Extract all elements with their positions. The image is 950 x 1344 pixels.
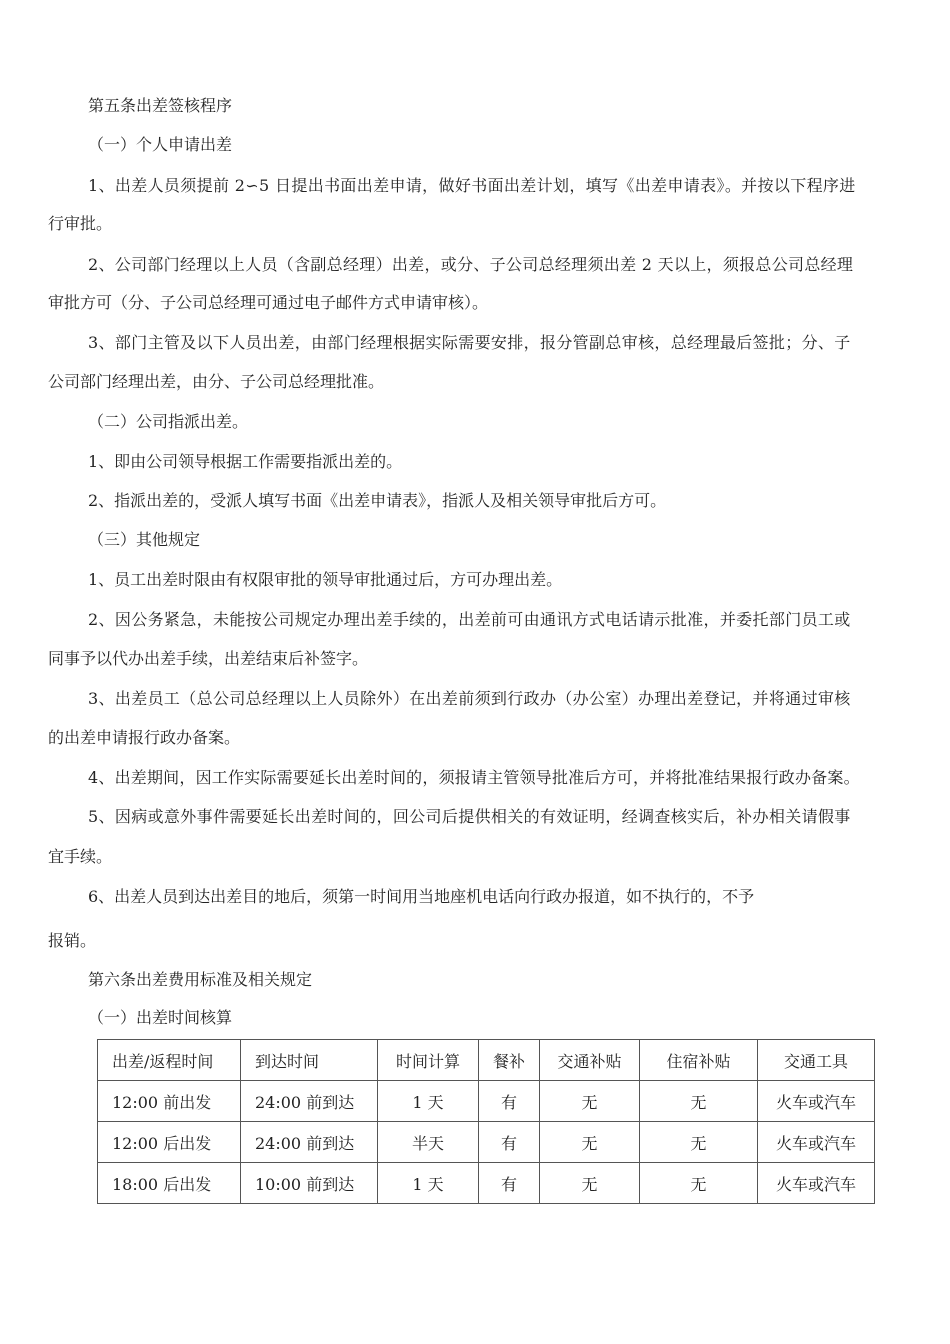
table-row xyxy=(98,1163,875,1204)
table-cell: 10:00 前到达 xyxy=(241,1163,378,1204)
table-cell: 1 天 xyxy=(378,1081,479,1122)
header-cell: 交通工具 xyxy=(758,1040,875,1081)
table-cell: 无 xyxy=(640,1122,758,1163)
table-cell: 无 xyxy=(540,1163,640,1204)
paragraph-2-line-2: 审批方可（分、子公司总经理可通过电子邮件方式申请审核）。 xyxy=(48,293,489,312)
section-3-item-3-line-1: 3、出差员工（总公司总经理以上人员除外）在出差前须到行政办（办公室）办理出差登记，并将通过审核 xyxy=(88,689,851,708)
section-3-heading: （三）其他规定 xyxy=(88,530,201,549)
table-cell: 火车或汽车 xyxy=(758,1163,875,1204)
section-1-heading: （一）个人申请出差 xyxy=(88,135,233,154)
table-cell: 半天 xyxy=(378,1122,479,1163)
paragraph-1-line-1: 1、出差人员须提前 2∽5 日提出书面出差申请，做好书面出差计划，填写《出差申请表》。并按以下程序进 xyxy=(88,176,856,195)
section-3-item-3-line-2: 的出差申请报行政办备案。 xyxy=(48,728,241,747)
table-cell: 无 xyxy=(540,1122,640,1163)
section-2-heading: （二）公司指派出差。 xyxy=(88,412,249,431)
table-cell: 1 天 xyxy=(378,1163,479,1204)
table-cell: 24:00 前到达 xyxy=(241,1122,378,1163)
section-3-item-6-line-1: 6、出差人员到达出差目的地后，须第一时间用当地座机电话向行政办报道，如不执行的，不予 xyxy=(88,887,755,906)
header-cell: 时间计算 xyxy=(378,1040,479,1081)
section-3-item-1: 1、员工出差时限由有权限审批的领导审批通过后，方可办理出差。 xyxy=(88,570,563,589)
section-2-item-1: 1、即由公司领导根据工作需要指派出差的。 xyxy=(88,452,403,471)
section-3-item-5-line-1: 5、因病或意外事件需要延长出差时间的，回公司后提供相关的有效证明，经调查核实后，补办相关请假事 xyxy=(88,807,851,826)
table-header-row xyxy=(98,1040,875,1081)
table-cell: 有 xyxy=(479,1081,540,1122)
table-cell: 12:00 前出发 xyxy=(98,1081,241,1122)
section-2-item-2: 2、指派出差的，受派人填写书面《出差申请表》，指派人及相关领导审批后方可。 xyxy=(88,491,667,510)
section-3-item-5-line-2: 宜手续。 xyxy=(48,847,113,866)
table-cell: 有 xyxy=(479,1122,540,1163)
table-cell: 24:00 前到达 xyxy=(241,1081,378,1122)
travel-time-table xyxy=(97,1039,875,1204)
table-cell: 无 xyxy=(640,1163,758,1204)
table-cell: 有 xyxy=(479,1163,540,1204)
header-cell: 餐补 xyxy=(479,1040,540,1081)
table-cell: 火车或汽车 xyxy=(758,1122,875,1163)
table-row xyxy=(98,1081,875,1122)
header-cell: 交通补贴 xyxy=(540,1040,640,1081)
section-3-item-6-line-2: 报销。 xyxy=(48,931,97,950)
table-cell: 18:00 后出发 xyxy=(98,1163,241,1204)
table-cell: 火车或汽车 xyxy=(758,1081,875,1122)
section-3-item-4: 4、出差期间，因工作实际需要延长出差时间的，须报请主管领导批准后方可，并将批准结果报行政办备案。 xyxy=(88,768,860,787)
header-cell: 住宿补贴 xyxy=(640,1040,758,1081)
table-cell: 12:00 后出发 xyxy=(98,1122,241,1163)
table-row xyxy=(98,1122,875,1163)
table-cell: 无 xyxy=(640,1081,758,1122)
paragraph-2-line-1: 2、公司部门经理以上人员（含副总经理）出差，或分、子公司总经理须出差 2 天以上，须报总公司总经理 xyxy=(88,255,854,274)
paragraph-3-line-2: 公司部门经理出差，由分、子公司总经理批准。 xyxy=(48,372,385,391)
section-3-item-2-line-2: 同事予以代办出差手续，出差结束后补签字。 xyxy=(48,649,369,668)
section-4-heading: （一）出差时间核算 xyxy=(88,1008,233,1027)
section-3-item-2-line-1: 2、因公务紧急，未能按公司规定办理出差手续的，出差前可由通讯方式电话请示批准，并委托部门员工或 xyxy=(88,610,851,629)
paragraph-1-line-2: 行审批。 xyxy=(48,214,113,233)
header-cell: 出差/返程时间 xyxy=(98,1040,241,1081)
header-cell: 到达时间 xyxy=(241,1040,378,1081)
table-cell: 无 xyxy=(540,1081,640,1122)
paragraph-3-line-1: 3、部门主管及以下人员出差，由部门经理根据实际需要安排，报分管副总审核，总经理最后签批；分、子 xyxy=(88,333,851,352)
article-6-title: 第六条出差费用标准及相关规定 xyxy=(88,970,313,989)
article-5-title: 第五条出差签核程序 xyxy=(88,96,233,115)
